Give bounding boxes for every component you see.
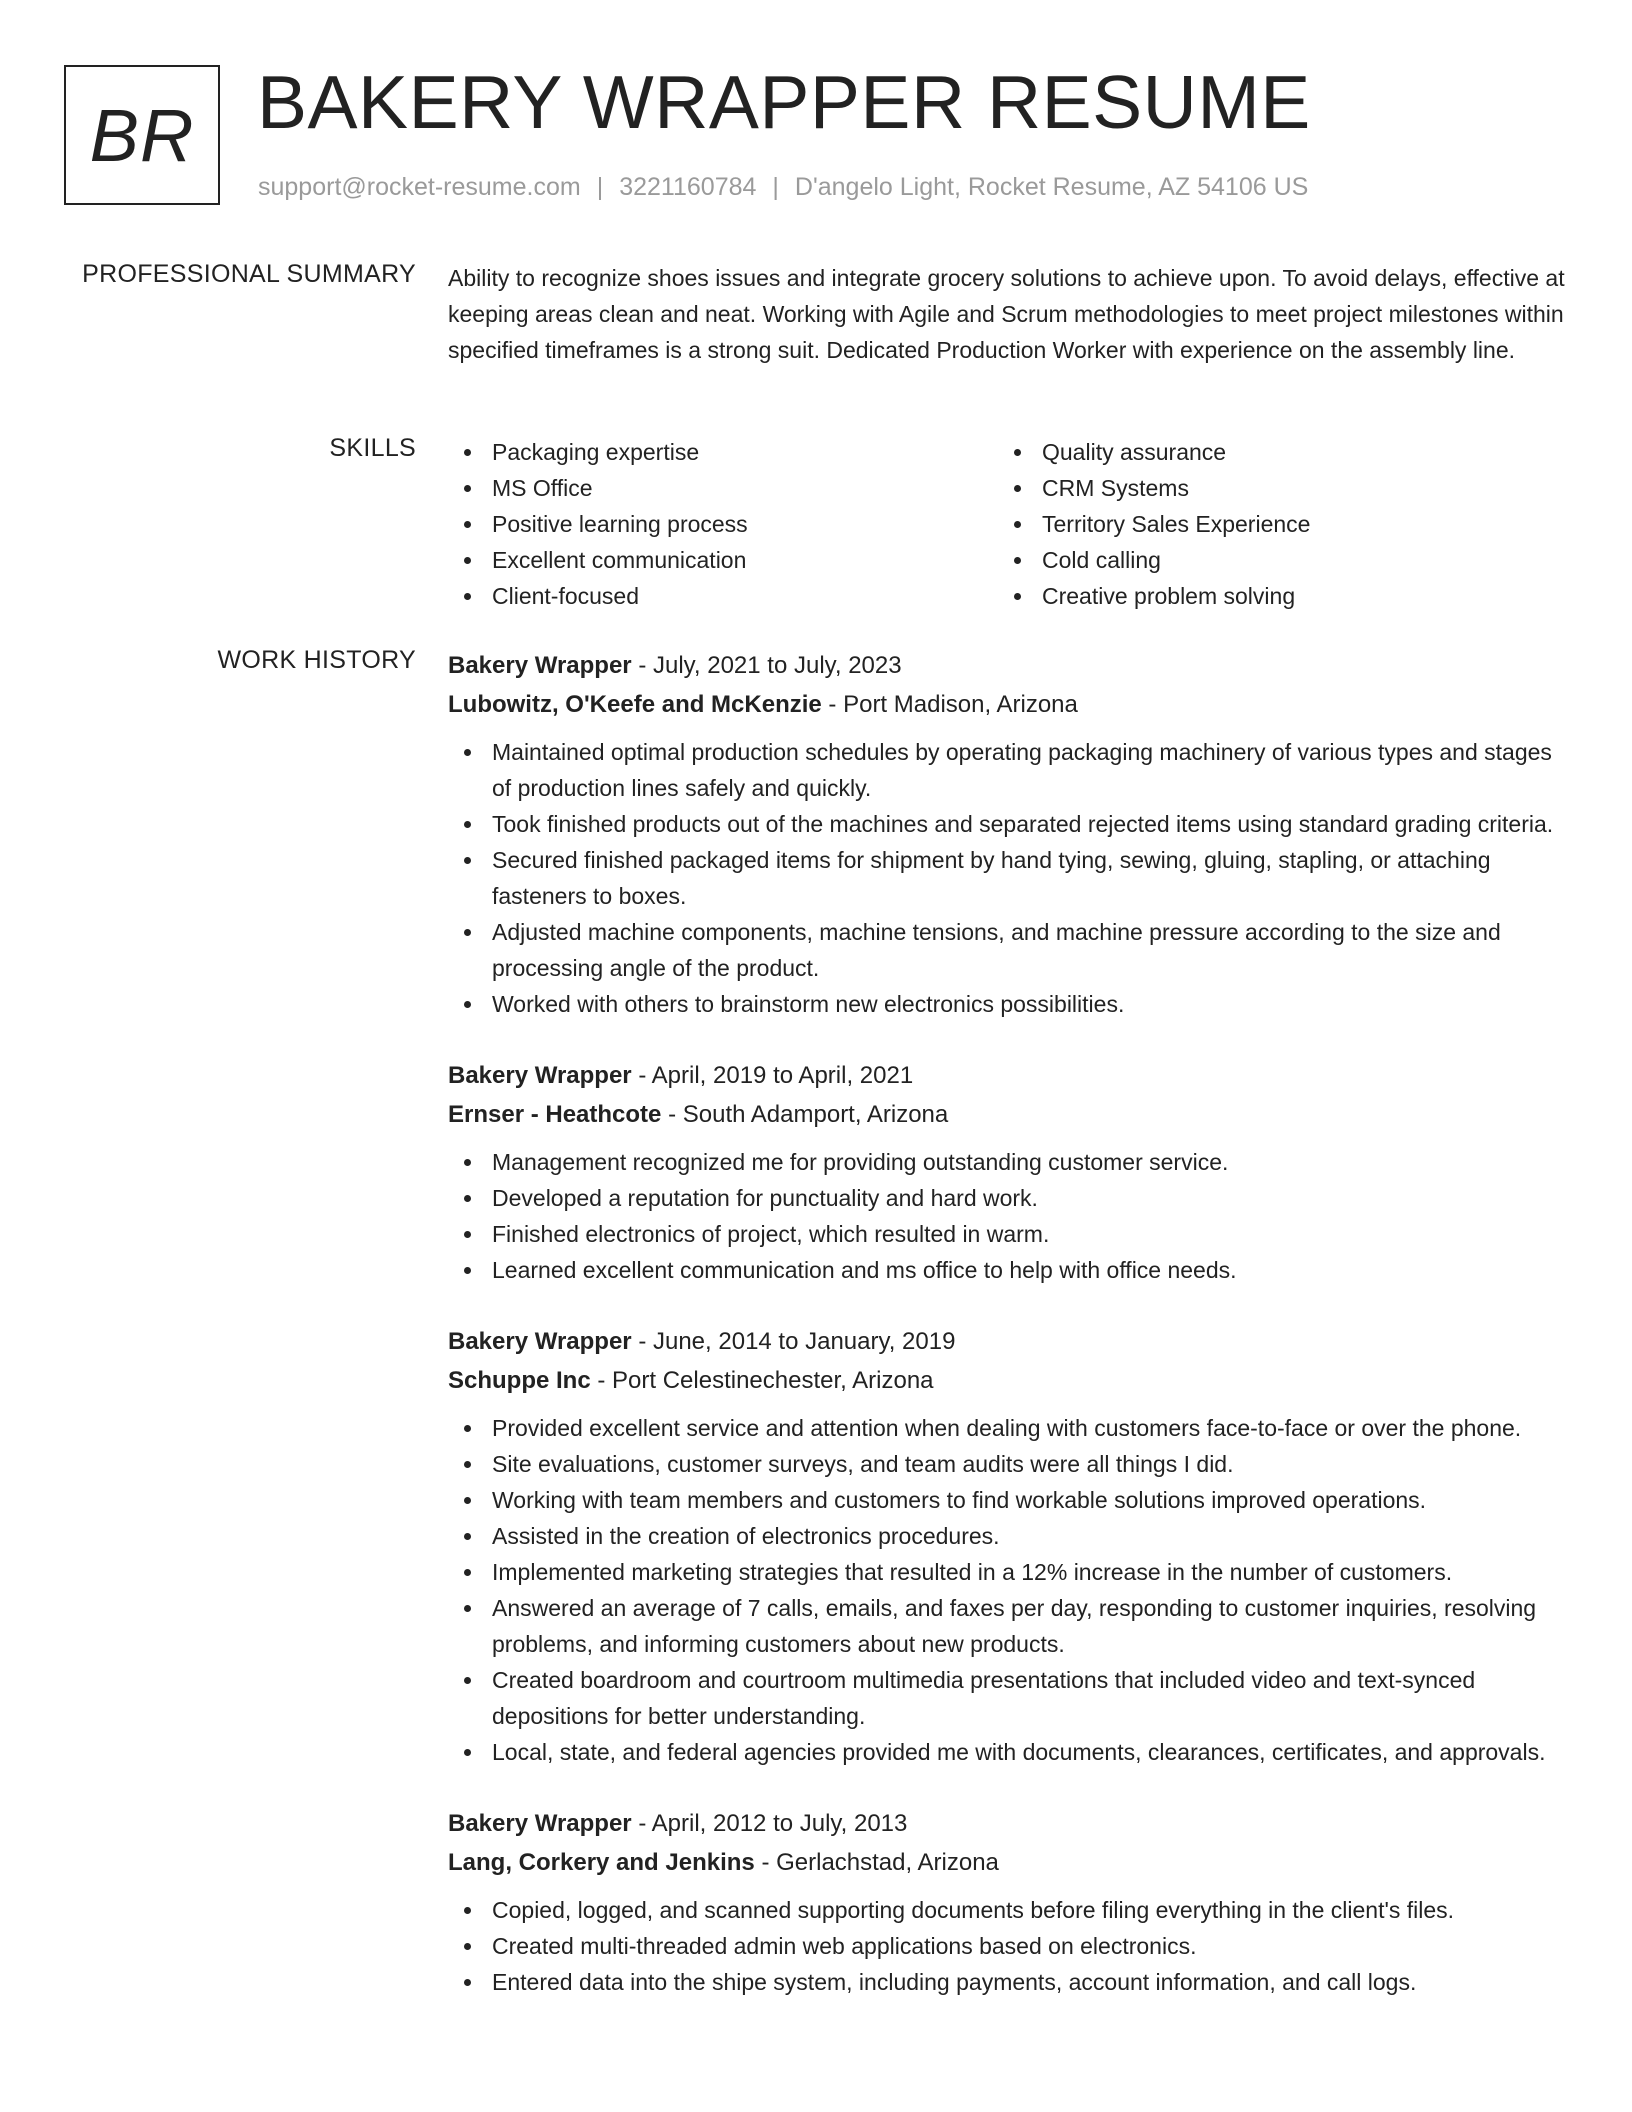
job-location: - Gerlachstad, Arizona [761, 1849, 999, 1876]
contact-separator: | [596, 173, 604, 201]
job-bullet: Adjusted machine components, machine tensions, and machine pressure according to the size and processing angle of the product. [448, 914, 1566, 986]
job-bullets [448, 1144, 1566, 1288]
job-company: Lubowitz, O'Keefe and McKenzie [448, 691, 822, 718]
job-company: Ernser - Heathcote [448, 1101, 662, 1128]
skill-item: Creative problem solving [998, 578, 1548, 614]
skill-item: MS Office [448, 470, 998, 506]
skill-item: Client-focused [448, 578, 998, 614]
skills-body [448, 434, 1566, 614]
job-bullet: Worked with others to brainstorm new electronics possibilities. [448, 986, 1566, 1022]
job-title: Bakery Wrapper [448, 1328, 632, 1355]
job-bullets [448, 734, 1566, 1022]
job-company-line [448, 685, 1566, 724]
job-bullet: Assisted in the creation of electronics procedures. [448, 1518, 1566, 1554]
work-history-body [448, 646, 1566, 2034]
job-title-line [448, 646, 1566, 685]
job-entry [448, 1056, 1566, 1288]
job-bullet: Created multi-threaded admin web applications based on electronics. [448, 1928, 1566, 1964]
job-company-line [448, 1843, 1566, 1882]
job-bullet: Finished electronics of project, which resulted in warm. [448, 1216, 1566, 1252]
summary-body [448, 260, 1566, 368]
job-dates: - July, 2021 to July, 2023 [638, 652, 902, 679]
skill-item: Packaging expertise [448, 434, 998, 470]
skill-item: Quality assurance [998, 434, 1548, 470]
work-history-heading: WORK HISTORY [217, 646, 416, 674]
skills-heading: SKILLS [329, 434, 416, 462]
job-bullet: Provided excellent service and attention when dealing with customers face-to-face or over the phone. [448, 1410, 1566, 1446]
job-bullets [448, 1892, 1566, 2000]
job-title-line [448, 1322, 1566, 1361]
job-title: Bakery Wrapper [448, 652, 632, 679]
job-entry [448, 646, 1566, 1022]
summary-heading: PROFESSIONAL SUMMARY [82, 260, 416, 288]
job-dates: - April, 2012 to July, 2013 [638, 1810, 908, 1837]
job-company: Schuppe Inc [448, 1367, 591, 1394]
job-bullets [448, 1410, 1566, 1770]
job-dates: - June, 2014 to January, 2019 [638, 1328, 956, 1355]
job-bullet: Implemented marketing strategies that resulted in a 12% increase in the number of customers. [448, 1554, 1566, 1590]
job-company: Lang, Corkery and Jenkins [448, 1849, 755, 1876]
skills-column-1 [448, 434, 998, 614]
job-title-line [448, 1056, 1566, 1095]
job-entry [448, 1322, 1566, 1770]
skills-column-2 [998, 434, 1548, 614]
job-location: - Port Celestinechester, Arizona [597, 1367, 934, 1394]
job-bullet: Local, state, and federal agencies provided me with documents, clearances, certificates, and approvals. [448, 1734, 1566, 1770]
job-bullet: Created boardroom and courtroom multimedia presentations that included video and text-synced depositions for better understanding. [448, 1662, 1566, 1734]
job-company-line [448, 1361, 1566, 1400]
job-bullet: Copied, logged, and scanned supporting documents before filing everything in the client's files. [448, 1892, 1566, 1928]
skill-item: Excellent communication [448, 542, 998, 578]
job-bullet: Answered an average of 7 calls, emails, and faxes per day, responding to customer inquiries, resolving problems, and informing customers about new products. [448, 1590, 1566, 1662]
job-bullet: Maintained optimal production schedules by operating packaging machinery of various types and stages of production lines safely and quickly. [448, 734, 1566, 806]
job-title-line [448, 1804, 1566, 1843]
contact-separator: | [772, 173, 779, 201]
job-bullet: Management recognized me for providing outstanding customer service. [448, 1144, 1566, 1180]
job-bullet: Site evaluations, customer surveys, and team audits were all things I did. [448, 1446, 1566, 1482]
job-bullet: Developed a reputation for punctuality and hard work. [448, 1180, 1566, 1216]
job-dates: - April, 2019 to April, 2021 [638, 1062, 914, 1089]
skill-item: Cold calling [998, 542, 1548, 578]
skill-item: Territory Sales Experience [998, 506, 1548, 542]
job-bullet: Entered data into the shipe system, including payments, account information, and call logs. [448, 1964, 1566, 2000]
job-title: Bakery Wrapper [448, 1062, 632, 1089]
contact-address: D'angelo Light, Rocket Resume, AZ 54106 US [794, 173, 1309, 201]
job-bullet: Took finished products out of the machines and separated rejected items using standard grading criteria. [448, 806, 1566, 842]
job-bullet: Working with team members and customers to find workable solutions improved operations. [448, 1482, 1566, 1518]
job-location: - South Adamport, Arizona [668, 1101, 949, 1128]
job-title: Bakery Wrapper [448, 1810, 632, 1837]
resume-header [64, 60, 1572, 209]
contact-email: support@rocket-resume.com [258, 173, 581, 201]
contact-line [258, 173, 1308, 202]
job-bullet: Learned excellent communication and ms office to help with office needs. [448, 1252, 1566, 1288]
job-entry [448, 1804, 1566, 2000]
job-bullet: Secured finished packaged items for shipment by hand tying, sewing, gluing, stapling, or attaching fasteners to boxes. [448, 842, 1566, 914]
contact-phone: 3221160784 [619, 173, 757, 201]
monogram-logo: BR [64, 65, 220, 205]
skill-item: Positive learning process [448, 506, 998, 542]
skill-item: CRM Systems [998, 470, 1548, 506]
job-company-line [448, 1095, 1566, 1134]
summary-text: Ability to recognize shoes issues and integrate grocery solutions to achieve upon. To avoid delays, effective at keeping areas clean and neat. Working with Agile and Scrum methodologies to meet project milestones within specified timeframes is a strong suit. Dedicated Production Worker with experience on the assembly line. [448, 265, 1565, 363]
page-title: BAKERY WRAPPER RESUME [257, 60, 1311, 144]
job-location: - Port Madison, Arizona [828, 691, 1078, 718]
